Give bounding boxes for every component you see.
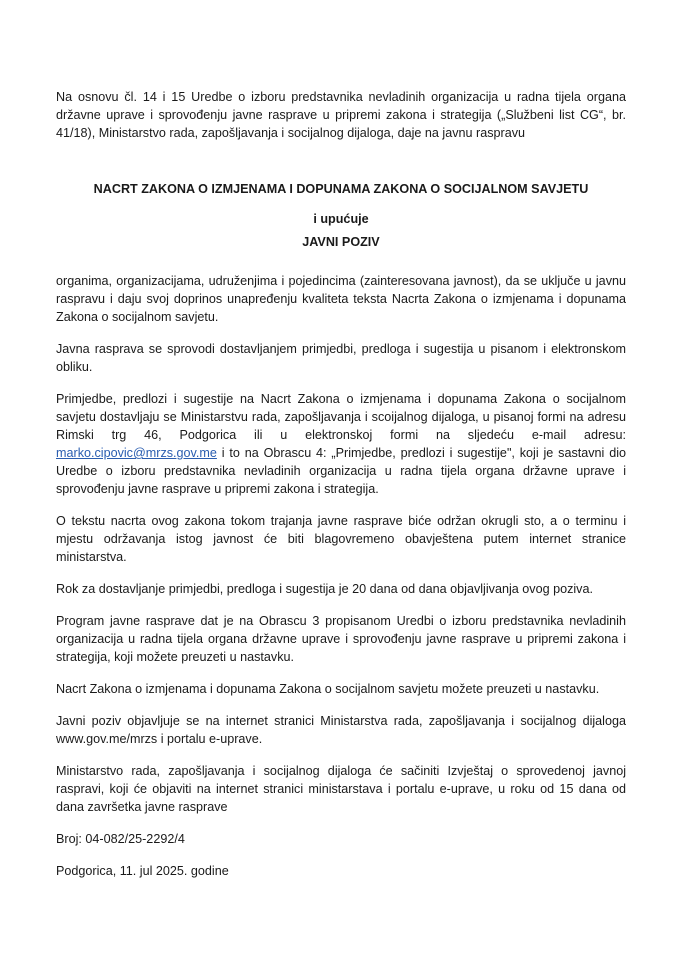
- document-page: [56, 88, 626, 894]
- paragraph-3-before: Primjedbe, predlozi i sugestije na Nacrt Zakona o izmjenama i dopunama Zakona o socijalnom savjetu dostavljaju se Ministarstvu rada, zapošljavanja i scoijalnog dijaloga, u pisanoj formi na adresu Rimski trg 46, Podgorica ili u elektronskoj formi na sljedeću e-mail adresu:: [56, 392, 626, 442]
- email-link[interactable]: marko.cipovic@mrzs.gov.me: [56, 446, 217, 460]
- paragraph-9: Ministarstvo rada, zapošljavanja i socijalnog dijaloga će sačiniti Izvještaj o sprovedenoj javnoj raspravi, koji će objaviti na internet stranici ministarstava i portalu e-uprave, u roku od 15 dana od dana završetka javne rasprave: [56, 764, 626, 814]
- paragraph-3-after: i to na Obrascu 4: „Primjedbe, predlozi i sugestije", koji je sastavni dio Uredbe o izboru predstavnika nevladinih organizacija u radna tijela organa državne uprave i sprovođenju javne rasprave u pripremi zakona i strategija.: [56, 446, 626, 496]
- paragraph-8: Javni poziv objavljuje se na internet stranici Ministarstva rada, zapošljavanja i socijalnog dijaloga www.gov.me/mrzs i portalu e-uprave.: [56, 714, 626, 746]
- place-date: Podgorica, 11. jul 2025. godine: [56, 864, 229, 878]
- document-title: NACRT ZAKONA O IZMJENAMA I DOPUNAMA ZAKONA O SOCIJALNOM SAVJETU: [93, 182, 589, 196]
- paragraph-3: [56, 390, 626, 498]
- document-number: Broj: 04-082/25-2292/4: [56, 832, 185, 846]
- document-heading: JAVNI POZIV: [302, 235, 380, 249]
- intro-paragraph: Na osnovu čl. 14 i 15 Uredbe o izboru predstavnika nevladinih organizacija u radna tijela organa državne uprave i sprovođenju javne rasprave u pripremi zakona i strategija („Službeni list CG“, br. 41/18), Ministarstvo rada, zapošljavanja i socijalnog dijaloga, daje na javnu raspravu: [56, 90, 626, 140]
- paragraph-2: Javna rasprava se sprovodi dostavljanjem primjedbi, predloga i sugestija u pisanom i elektronskom obliku.: [56, 342, 626, 374]
- paragraph-4: O tekstu nacrta ovog zakona tokom trajanja javne rasprave biće održan okrugli sto, a o terminu i mjestu održavanja istog javnost će biti blagovremeno obavještena putem internet stranice ministarstva.: [56, 514, 626, 564]
- paragraph-6: Program javne rasprave dat je na Obrascu 3 propisanom Uredbi o izboru predstavnika nevladinih organizacija u radna tijela organa državne uprave i sprovođenju javne rasprave u pripremi zakona i strategija, koji možete preuzeti u nastavku.: [56, 614, 626, 664]
- paragraph-5: Rok za dostavljanje primjedbi, predloga i sugestija je 20 dana od dana objavljivanja ovog poziva.: [56, 582, 593, 596]
- document-subtitle: i upućuje: [313, 212, 369, 226]
- paragraph-1: organima, organizacijama, udruženjima i pojedincima (zainteresovana javnost), da se uključe u javnu raspravu i daju svoj doprinos unapređenju kvaliteta teksta Nacrta Zakona o izmjenama i dopunama Zakona o socijalnom savjetu.: [56, 274, 626, 324]
- paragraph-7: Nacrt Zakona o izmjenama i dopunama Zakona o socijalnom savjetu možete preuzeti u nastavku.: [56, 682, 600, 696]
